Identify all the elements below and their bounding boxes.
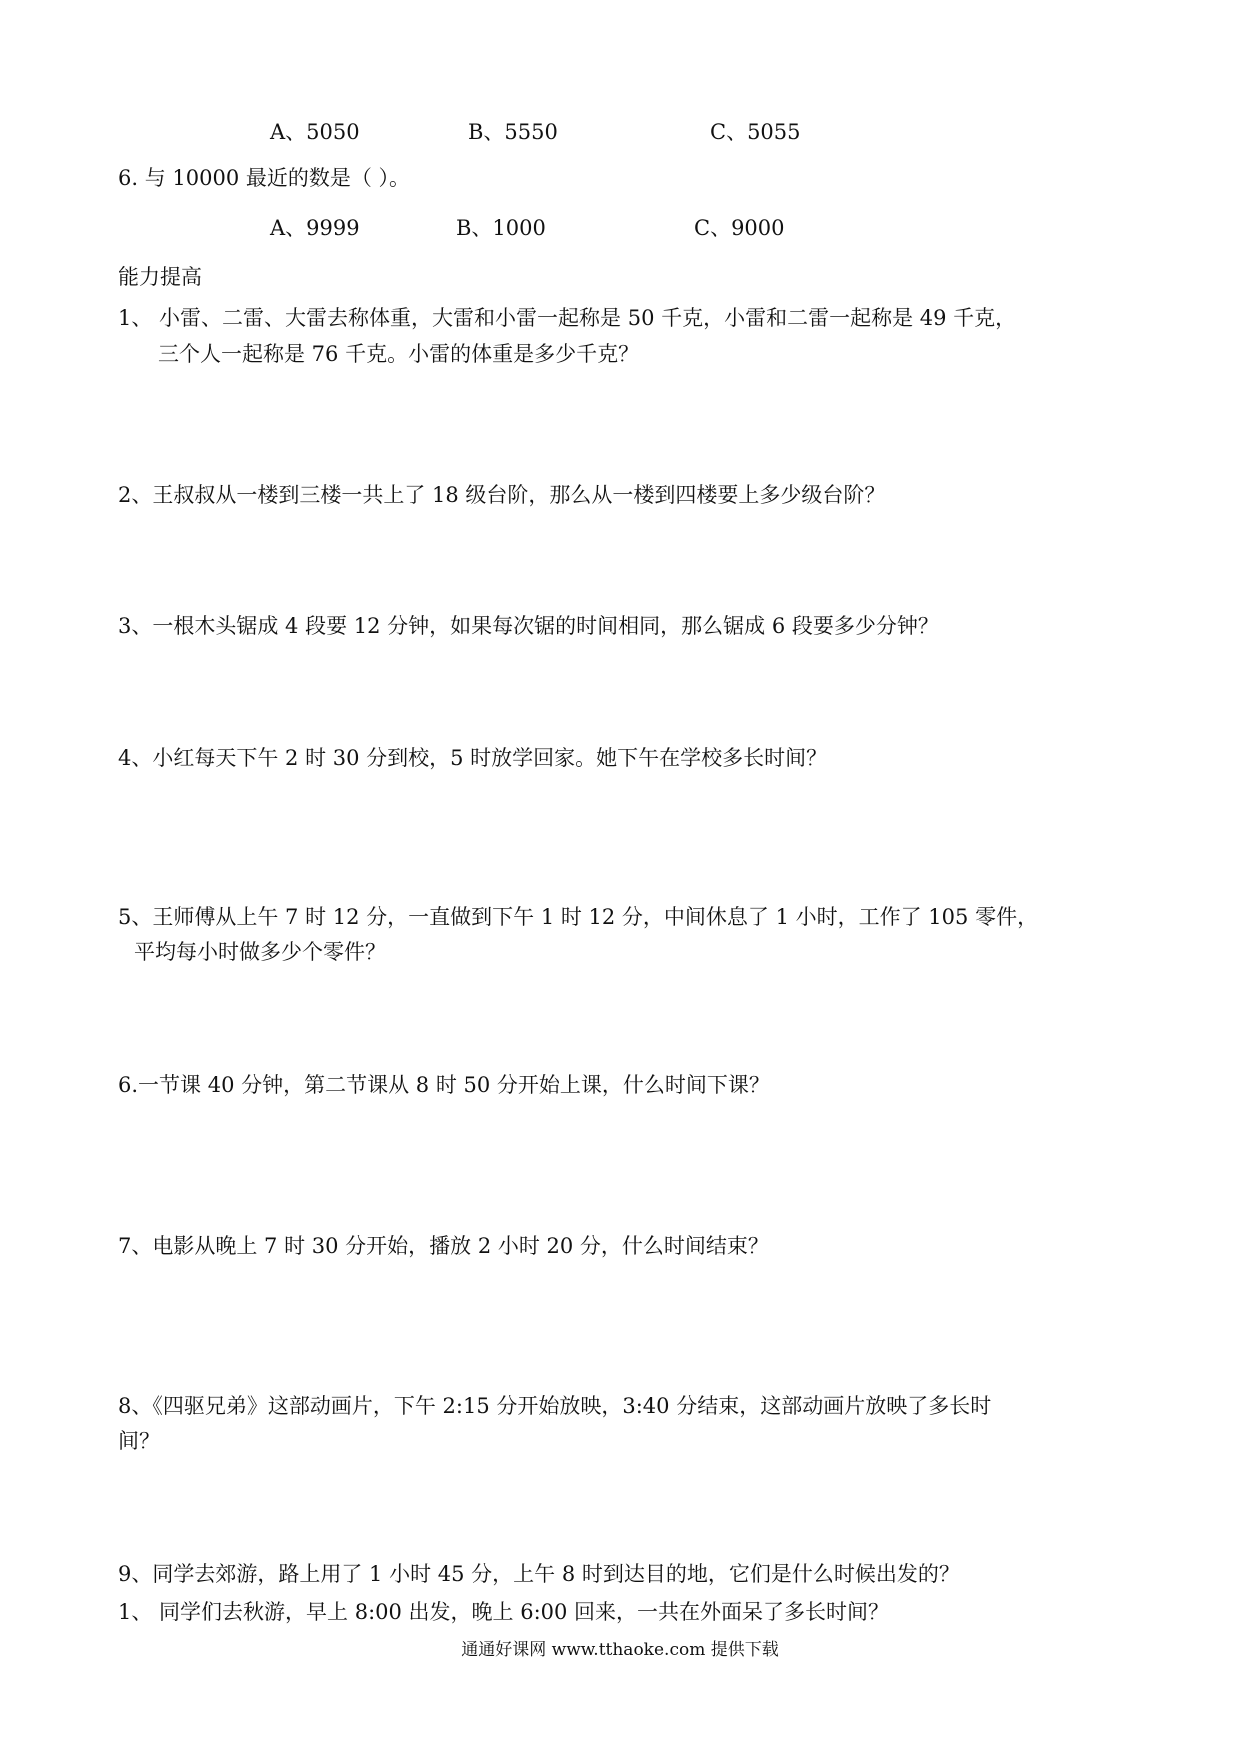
problem-4: 4、小红每天下午 2 时 30 分到校，5 时放学回家。她下午在学校多长时间？ [118, 746, 828, 770]
problem-8-line-1: 8、《四驱兄弟》这部动画片，下午 2:15 分开始放映，3:40 分结束，这部动画片放映了多长时 [118, 1394, 992, 1418]
problem-1-line-2: 三个人一起称是 76 千克。小雷的体重是多少千克？ [158, 342, 640, 366]
problem-9: 9、同学去郊游，路上用了 1 小时 45 分，上午 8 时到达目的地，它们是什么时候出发的？ [118, 1562, 960, 1586]
q6-option-c: C、9000 [694, 216, 785, 240]
q5-option-c: C、5055 [710, 120, 801, 144]
problem-2: 2、王叔叔从一楼到三楼一共上了 18 级台阶，那么从一楼到四楼要上多少级台阶？ [118, 483, 886, 507]
problem-7: 7、电影从晚上 7 时 30 分开始，播放 2 小时 20 分，什么时间结束？ [118, 1234, 769, 1258]
q6-option-a: A、9999 [270, 216, 360, 240]
problem-10: 1、 同学们去秋游，早上 8:00 出发，晚上 6:00 回来，一共在外面呆了多长时间？ [118, 1600, 890, 1624]
q6-text: 6. 与 10000 最近的数是（ ）。 [118, 166, 411, 190]
problem-5-line-2: 平均每小时做多少个零件？ [134, 940, 386, 964]
problem-1-line-1: 1、 小雷、二雷、大雷去称体重，大雷和小雷一起称是 50 千克，小雷和二雷一起称是 49 千克， [118, 306, 1017, 330]
problem-5-line-1: 5、王师傅从上午 7 时 12 分，一直做到下午 1 时 12 分，中间休息了 1 小时，工作了 105 零件， [118, 905, 1039, 929]
q5-option-a: A、5050 [270, 120, 360, 144]
page-footer: 通通好课网 www.tthaoke.com 提供下载 [461, 1640, 779, 1660]
q6-option-b: B、1000 [456, 216, 546, 240]
problem-6: 6.一节课 40 分钟，第二节课从 8 时 50 分开始上课，什么时间下课？ [118, 1073, 770, 1097]
problem-3: 3、一根木头锯成 4 段要 12 分钟，如果每次锯的时间相同，那么锯成 6 段要多少分钟？ [118, 614, 939, 638]
section-title: 能力提高 [118, 265, 202, 289]
problem-8-line-2: 间？ [118, 1429, 160, 1453]
q5-option-b: B、5550 [468, 120, 558, 144]
